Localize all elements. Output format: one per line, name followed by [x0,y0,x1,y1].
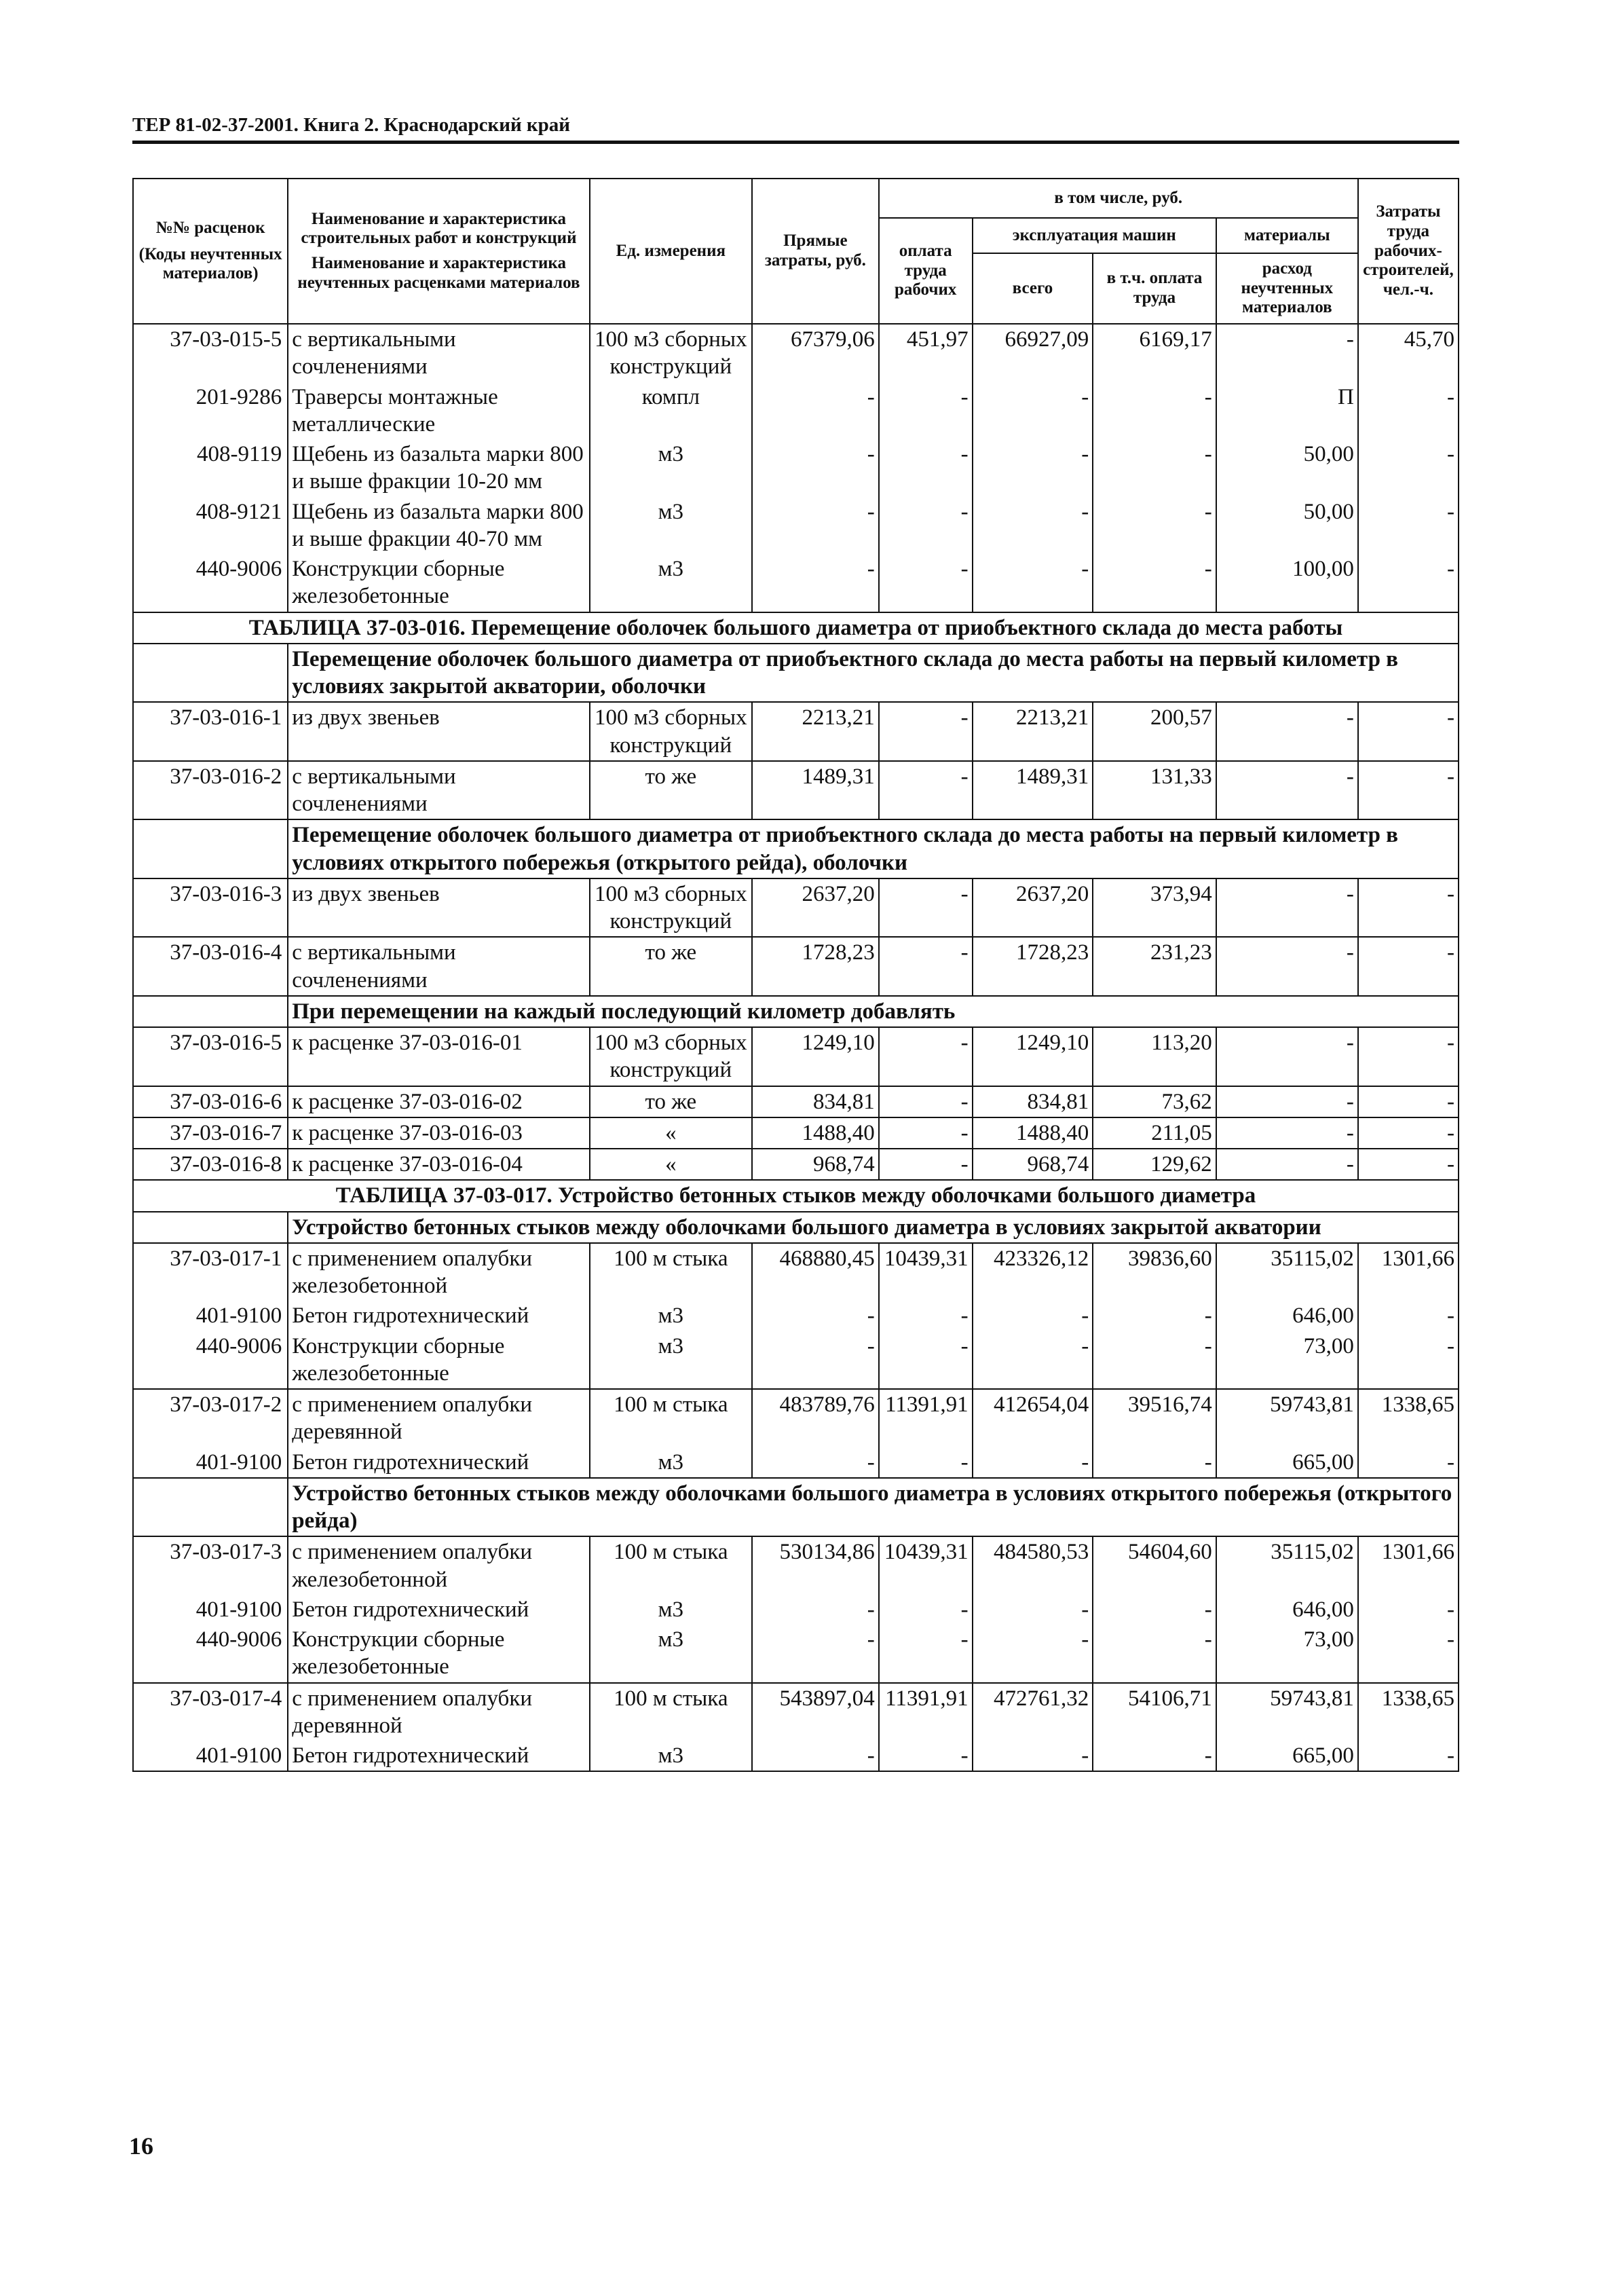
cell-name: с применением опалубки деревянной [288,1389,589,1447]
cell-direct: - [752,439,879,497]
cell-machines-labor: 54106,71 [1093,1683,1216,1741]
table-title: ТАБЛИЦА 37-03-016. Перемещение оболочек большого диаметра от приобъектного склада до места работы [133,612,1459,644]
col-header-materials-sub: расход неучтенных материалов [1216,253,1358,324]
cell-unit: 100 м стыка [590,1683,752,1741]
cell-code: 408-9119 [133,439,288,497]
section-heading: Устройство бетонных стыков между оболочками большого диаметра в условиях открытого побережья (открытого рейда) [288,1478,1459,1537]
cell-materials: 646,00 [1216,1595,1358,1625]
cell-hours: - [1358,761,1459,820]
cell-machines-total: 2213,21 [973,702,1093,761]
cell-materials: - [1216,324,1358,382]
cell-machines-total: 968,74 [973,1149,1093,1180]
cell-unit: то же [590,1086,752,1117]
cell-direct: 1489,31 [752,761,879,820]
cell-labor: 10439,31 [879,1536,973,1595]
page-header: ТЕР 81-02-37-2001. Книга 2. Краснодарский край [132,114,1459,144]
cell-machines-total: 1489,31 [973,761,1093,820]
cell-hours: - [1358,937,1459,996]
cell-code: 440-9006 [133,1625,288,1683]
cell-unit: то же [590,937,752,996]
cell-labor: - [879,497,973,555]
cell-machines-total: - [973,439,1093,497]
cell-machines-total: 1728,23 [973,937,1093,996]
cell-hours: 1301,66 [1358,1243,1459,1301]
col-header-code: №№ расценок (Коды неучтенных материалов) [133,179,288,324]
cell-machines-labor: - [1093,554,1216,612]
table-row [133,1389,1459,1447]
section-row [133,1478,1459,1537]
cell-direct: 483789,76 [752,1389,879,1447]
cell-code: 440-9006 [133,1331,288,1390]
cell-hours: - [1358,1086,1459,1117]
cell-machines-labor: 131,33 [1093,761,1216,820]
cell-unit: 100 м3 сборных конструкций [590,324,752,382]
cell-unit: 100 м3 сборных конструкций [590,878,752,938]
section-heading: Перемещение оболочек большого диаметра от приобъектного склада до места работы на первый километр в условиях закрытой акватории, оболочки [288,644,1459,703]
section-row [133,819,1459,878]
cell-name: с применением опалубки железобетонной [288,1536,589,1595]
cell-labor: - [879,1595,973,1625]
cell-machines-labor: - [1093,1625,1216,1683]
cell-name: с вертикальными сочленениями [288,324,589,382]
cell-code: 37-03-015-5 [133,324,288,382]
material-row [133,439,1459,497]
material-row [133,554,1459,612]
material-row [133,1447,1459,1478]
cell-labor: - [879,1447,973,1478]
cell-machines-labor: 373,94 [1093,878,1216,938]
cell-direct: - [752,497,879,555]
cell-direct: 834,81 [752,1086,879,1117]
cell-direct: - [752,1625,879,1683]
cell-materials: - [1216,1027,1358,1086]
cell-unit: м3 [590,497,752,555]
table-row [133,1243,1459,1301]
cell-direct: 67379,06 [752,324,879,382]
section-spacer [133,1478,288,1537]
material-row [133,382,1459,440]
material-row [133,497,1459,555]
cell-machines-total: 2637,20 [973,878,1093,938]
cell-machines-total: - [973,554,1093,612]
cell-hours: - [1358,1741,1459,1771]
cell-machines-total: - [973,1301,1093,1331]
cell-direct: - [752,554,879,612]
section-spacer [133,996,288,1027]
cell-labor: - [879,1117,973,1149]
cell-unit: м3 [590,1741,752,1771]
cell-materials: 73,00 [1216,1625,1358,1683]
cell-materials: 665,00 [1216,1447,1358,1478]
cell-machines-total: 412654,04 [973,1389,1093,1447]
table-body [133,324,1459,1771]
cell-materials: 646,00 [1216,1301,1358,1331]
cell-unit: « [590,1149,752,1180]
cell-hours: - [1358,1301,1459,1331]
cell-hours: - [1358,878,1459,938]
cell-name: Щебень из базальта марки 800 и выше фракции 40-70 мм [288,497,589,555]
cell-hours: - [1358,439,1459,497]
section-spacer [133,819,288,878]
cell-hours: 45,70 [1358,324,1459,382]
cell-machines-labor: 73,62 [1093,1086,1216,1117]
table-row [133,1683,1459,1741]
cell-direct: 1728,23 [752,937,879,996]
cell-machines-labor: 129,62 [1093,1149,1216,1180]
cell-machines-labor: 6169,17 [1093,324,1216,382]
cell-code: 401-9100 [133,1741,288,1771]
cell-hours: 1338,65 [1358,1683,1459,1741]
cell-machines-labor: 54604,60 [1093,1536,1216,1595]
cell-unit: м3 [590,554,752,612]
cell-unit: м3 [590,1331,752,1390]
cell-materials: П [1216,382,1358,440]
cell-name: из двух звеньев [288,702,589,761]
cell-labor: - [879,439,973,497]
cell-labor: - [879,937,973,996]
cell-direct: - [752,1741,879,1771]
cell-machines-labor: - [1093,1595,1216,1625]
cell-unit: м3 [590,439,752,497]
cell-machines-total: 1249,10 [973,1027,1093,1086]
table-row [133,1117,1459,1149]
col-header-hours: Затраты труда рабочих-строителей, чел.-ч. [1358,179,1459,324]
cell-machines-labor: - [1093,497,1216,555]
cell-materials: - [1216,702,1358,761]
cell-code: 37-03-016-2 [133,761,288,820]
cell-labor: 11391,91 [879,1683,973,1741]
col-header-machines-total: всего [973,253,1093,324]
cell-direct: 530134,86 [752,1536,879,1595]
cell-machines-total: - [973,1331,1093,1390]
cell-unit: м3 [590,1595,752,1625]
cell-machines-labor: 231,23 [1093,937,1216,996]
cell-hours: - [1358,702,1459,761]
cell-unit: 100 м3 сборных конструкций [590,702,752,761]
section-heading: Устройство бетонных стыков между оболочками большого диаметра в условиях закрытой акватории [288,1212,1459,1243]
cell-materials: 50,00 [1216,497,1358,555]
rates-table-container [132,178,1459,1772]
cell-name: Бетон гидротехнический [288,1301,589,1331]
cell-machines-total: - [973,1447,1093,1478]
table-title-row [133,612,1459,644]
cell-hours: - [1358,1149,1459,1180]
col-header-machines: эксплуатация машин [973,218,1216,253]
cell-labor: - [879,382,973,440]
cell-machines-labor: 39516,74 [1093,1389,1216,1447]
page-number: 16 [129,2132,153,2160]
cell-labor: - [879,1301,973,1331]
cell-code: 37-03-017-3 [133,1536,288,1595]
cell-code: 201-9286 [133,382,288,440]
material-row [133,1741,1459,1771]
cell-labor: - [879,1086,973,1117]
cell-name: Бетон гидротехнический [288,1741,589,1771]
cell-unit: м3 [590,1301,752,1331]
cell-name: Конструкции сборные железобетонные [288,1625,589,1683]
cell-name: из двух звеньев [288,878,589,938]
cell-machines-labor: 200,57 [1093,702,1216,761]
cell-code: 408-9121 [133,497,288,555]
cell-hours: 1301,66 [1358,1536,1459,1595]
cell-machines-total: - [973,382,1093,440]
table-row [133,1149,1459,1180]
cell-machines-labor: - [1093,1301,1216,1331]
cell-materials: 59743,81 [1216,1389,1358,1447]
table-row [133,761,1459,820]
cell-name: Бетон гидротехнический [288,1447,589,1478]
cell-materials: 100,00 [1216,554,1358,612]
section-spacer [133,1212,288,1243]
material-row [133,1595,1459,1625]
cell-name: с вертикальными сочленениями [288,937,589,996]
table-row [133,878,1459,938]
cell-direct: 1249,10 [752,1027,879,1086]
cell-code: 37-03-017-2 [133,1389,288,1447]
table-title: ТАБЛИЦА 37-03-017. Устройство бетонных стыков между оболочками большого диаметра [133,1180,1459,1211]
cell-unit: 100 м3 сборных конструкций [590,1027,752,1086]
cell-code: 401-9100 [133,1595,288,1625]
cell-code: 37-03-016-3 [133,878,288,938]
table-title-row [133,1180,1459,1211]
cell-direct: 1488,40 [752,1117,879,1149]
cell-direct: - [752,1301,879,1331]
col-header-materials: материалы [1216,218,1358,253]
col-header-labor: оплата труда рабочих [879,218,973,324]
cell-hours: - [1358,1331,1459,1390]
cell-materials: - [1216,1086,1358,1117]
cell-direct: 2213,21 [752,702,879,761]
cell-labor: - [879,1027,973,1086]
table-row [133,1536,1459,1595]
cell-labor: - [879,702,973,761]
cell-name: Траверсы монтажные металлические [288,382,589,440]
col-header-direct: Прямые затраты, руб. [752,179,879,324]
cell-machines-labor: - [1093,1447,1216,1478]
cell-machines-total: 834,81 [973,1086,1093,1117]
cell-machines-total: - [973,1741,1093,1771]
cell-machines-labor: - [1093,1741,1216,1771]
cell-name: Щебень из базальта марки 800 и выше фракции 10-20 мм [288,439,589,497]
cell-direct: 2637,20 [752,878,879,938]
cell-code: 37-03-016-8 [133,1149,288,1180]
cell-machines-total: 484580,53 [973,1536,1093,1595]
section-row [133,1212,1459,1243]
section-row [133,644,1459,703]
cell-name: к расценке 37-03-016-04 [288,1149,589,1180]
cell-direct: - [752,1595,879,1625]
cell-hours: - [1358,497,1459,555]
cell-materials: 50,00 [1216,439,1358,497]
cell-materials: 665,00 [1216,1741,1358,1771]
cell-name: Бетон гидротехнический [288,1595,589,1625]
material-row [133,1301,1459,1331]
cell-hours: - [1358,1625,1459,1683]
cell-code: 37-03-017-4 [133,1683,288,1741]
cell-direct: - [752,382,879,440]
cell-hours: - [1358,1595,1459,1625]
cell-machines-labor: - [1093,1331,1216,1390]
cell-labor: - [879,1331,973,1390]
cell-unit: 100 м стыка [590,1389,752,1447]
material-row [133,1625,1459,1683]
cell-machines-labor: - [1093,382,1216,440]
cell-unit: 100 м стыка [590,1243,752,1301]
cell-materials: - [1216,1149,1358,1180]
cell-code: 401-9100 [133,1447,288,1478]
cell-materials: - [1216,761,1358,820]
cell-hours: - [1358,1117,1459,1149]
cell-labor: - [879,1741,973,1771]
cell-machines-total: 472761,32 [973,1683,1093,1741]
section-spacer [133,644,288,703]
cell-code: 37-03-016-1 [133,702,288,761]
cell-code: 37-03-016-4 [133,937,288,996]
col-header-name: Наименование и характеристика строительных работ и конструкций Наименование и характеристика неучтенных расценками материалов [288,179,589,324]
cell-direct: 468880,45 [752,1243,879,1301]
cell-machines-labor: 113,20 [1093,1027,1216,1086]
table-row [133,702,1459,761]
cell-machines-total: - [973,1595,1093,1625]
cell-materials: 35115,02 [1216,1536,1358,1595]
cell-materials: - [1216,937,1358,996]
cell-labor: - [879,761,973,820]
cell-direct: 543897,04 [752,1683,879,1741]
cell-hours: - [1358,1027,1459,1086]
cell-hours: - [1358,554,1459,612]
cell-direct: - [752,1331,879,1390]
cell-machines-total: - [973,497,1093,555]
cell-machines-total: 66927,09 [973,324,1093,382]
table-row [133,324,1459,382]
cell-unit: м3 [590,1447,752,1478]
cell-name: с применением опалубки железобетонной [288,1243,589,1301]
cell-hours: - [1358,1447,1459,1478]
cell-unit: м3 [590,1625,752,1683]
cell-machines-labor: 39836,60 [1093,1243,1216,1301]
cell-name: с применением опалубки деревянной [288,1683,589,1741]
cell-code: 401-9100 [133,1301,288,1331]
col-header-machines-labor: в т.ч. оплата труда [1093,253,1216,324]
table-row [133,1086,1459,1117]
cell-name: к расценке 37-03-016-02 [288,1086,589,1117]
cell-name: Конструкции сборные железобетонные [288,554,589,612]
cell-hours: 1338,65 [1358,1389,1459,1447]
cell-unit: 100 м стыка [590,1536,752,1595]
cell-code: 440-9006 [133,554,288,612]
cell-hours: - [1358,382,1459,440]
cell-labor: 11391,91 [879,1389,973,1447]
cell-unit: компл [590,382,752,440]
cell-machines-labor: - [1093,439,1216,497]
cell-machines-total: - [973,1625,1093,1683]
cell-labor: 10439,31 [879,1243,973,1301]
cell-name: с вертикальными сочленениями [288,761,589,820]
cell-name: к расценке 37-03-016-03 [288,1117,589,1149]
cell-code: 37-03-016-7 [133,1117,288,1149]
cell-direct: 968,74 [752,1149,879,1180]
table-row [133,937,1459,996]
table-row [133,1027,1459,1086]
cell-code: 37-03-016-5 [133,1027,288,1086]
cell-machines-labor: 211,05 [1093,1117,1216,1149]
cell-name: Конструкции сборные железобетонные [288,1331,589,1390]
col-header-unit: Ед. измерения [590,179,752,324]
cell-materials: 35115,02 [1216,1243,1358,1301]
section-heading: Перемещение оболочек большого диаметра от приобъектного склада до места работы на первый километр в условиях открытого побережья (открытого рейда), оболочки [288,819,1459,878]
cell-labor: - [879,554,973,612]
cell-materials: 73,00 [1216,1331,1358,1390]
cell-code: 37-03-017-1 [133,1243,288,1301]
cell-labor: 451,97 [879,324,973,382]
cell-machines-total: 1488,40 [973,1117,1093,1149]
cell-unit: то же [590,761,752,820]
cell-machines-total: 423326,12 [973,1243,1093,1301]
cell-direct: - [752,1447,879,1478]
cell-materials: - [1216,1117,1358,1149]
section-heading: При перемещении на каждый последующий километр добавлять [288,996,1459,1027]
material-row [133,1331,1459,1390]
col-header-incl: в том числе, руб. [879,179,1358,218]
section-row [133,996,1459,1027]
cell-materials: 59743,81 [1216,1683,1358,1741]
cell-materials: - [1216,878,1358,938]
cell-labor: - [879,878,973,938]
cell-name: к расценке 37-03-016-01 [288,1027,589,1086]
rates-table [132,178,1459,1772]
cell-labor: - [879,1625,973,1683]
cell-unit: « [590,1117,752,1149]
cell-labor: - [879,1149,973,1180]
cell-code: 37-03-016-6 [133,1086,288,1117]
